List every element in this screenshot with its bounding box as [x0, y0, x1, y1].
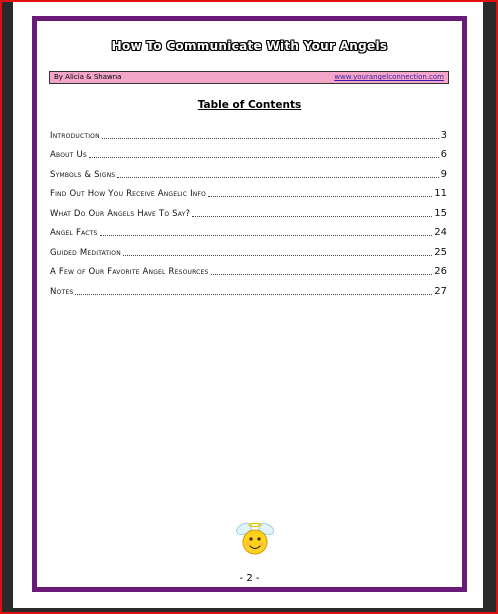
toc-leader-dots — [100, 234, 433, 236]
toc-entry-page: 27 — [434, 285, 447, 297]
toc-leader-dots — [75, 293, 432, 295]
toc-leader-dots — [102, 137, 439, 139]
page-border — [32, 16, 467, 592]
toc-entry-page: 25 — [434, 246, 447, 258]
toc-leader-dots — [89, 156, 439, 158]
toc-entry-page: 24 — [434, 227, 447, 238]
toc-entry[interactable] — [50, 121, 447, 141]
toc-entry-label: A Few of Our Favorite Angel Resources — [50, 267, 209, 277]
toc-heading: Table of Contents — [197, 99, 302, 111]
toc-entry-label: Angel Facts — [50, 228, 98, 238]
toc-entry-page: 26 — [434, 266, 447, 277]
toc-entry-label: Guided Meditation — [50, 247, 121, 258]
toc-entry[interactable] — [50, 141, 447, 161]
document-title: How To Communicate With Your Angels — [111, 39, 388, 53]
toc-leader-dots — [117, 176, 438, 178]
toc-leader-dots — [208, 195, 432, 197]
author-text: By Alicia & Shawna — [54, 73, 122, 81]
website-link[interactable]: www.yourangelconnection.com — [334, 73, 444, 81]
toc-entry-page: 11 — [434, 188, 447, 199]
author-bar — [49, 71, 449, 84]
toc-entry[interactable] — [50, 180, 447, 200]
toc-entry[interactable] — [50, 258, 447, 278]
toc-entry-page: 9 — [440, 168, 447, 180]
table-of-contents — [50, 121, 447, 297]
toc-entry-page: 15 — [434, 207, 447, 219]
toc-entry-page: 6 — [440, 149, 447, 160]
page-number: - 2 - — [239, 573, 260, 584]
toc-entry-label: Find Out How You Receive Angelic Info — [50, 189, 207, 199]
angel-smiley-icon — [235, 519, 275, 559]
toc-entry[interactable] — [50, 160, 447, 180]
toc-entry-label: What Do Our Angels Have To Say? — [50, 208, 191, 219]
toc-entry[interactable] — [50, 219, 447, 239]
toc-leader-dots — [123, 254, 432, 256]
toc-entry-label: Notes — [50, 286, 74, 297]
toc-entry[interactable] — [50, 277, 447, 297]
toc-leader-dots — [211, 273, 433, 275]
toc-entry[interactable] — [50, 238, 447, 258]
toc-leader-dots — [192, 215, 432, 217]
toc-entry[interactable] — [50, 199, 447, 219]
toc-entry-label: About Us — [50, 150, 87, 160]
toc-entry-label: Introduction — [50, 130, 100, 141]
toc-entry-label: Symbols & Signs — [50, 169, 116, 180]
toc-entry-page: 3 — [440, 129, 447, 141]
document-page — [13, 2, 483, 608]
